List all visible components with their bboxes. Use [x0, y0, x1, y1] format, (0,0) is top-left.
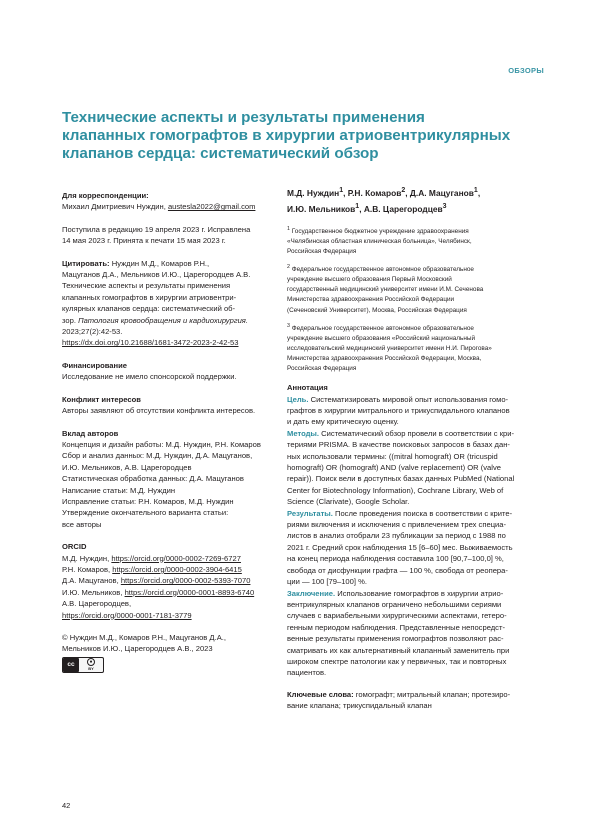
author-affil-ref: 1 [473, 187, 478, 194]
author-name: И.Ю. Мельников [287, 203, 356, 214]
conflict-text: Авторы заявляют об отсутствии конфликта интересов. [62, 406, 256, 416]
abstract-text: свобода от дисфункции графта — 100 %, свобода от реопера- [287, 565, 508, 575]
author-list [287, 184, 557, 216]
title-line: клапанов сердца: систематический обзор [62, 145, 379, 162]
orcid-link[interactable]: https://orcid.org/0000-0002-3904-6415 [112, 564, 242, 574]
affiliation-text: учреждение высшего образования «Российский национальный [287, 334, 476, 342]
correspondence-heading: Для корреспонденции: [62, 191, 149, 200]
received-line: 14 мая 2023 г. Принята к печати 15 мая 2023 г. [62, 236, 226, 246]
affiliation-text: Государственное бюджетное учреждение здравоохранения [289, 227, 469, 235]
contribution-line: Сбор и анализ данных: М.Д. Нуждин, Д.А. Мацуганов, [62, 451, 253, 461]
abstract-text: сматривать их как альтернативный клапанный заменитель при [287, 645, 510, 655]
abstract-text: графтов в хирургии митрального и трикуспидального клапанов [287, 406, 510, 415]
affiliation-2 [287, 262, 557, 316]
affiliation-text: Российская Федерация [287, 365, 357, 373]
results-label: Результаты. [287, 508, 333, 518]
methods-label: Методы. [287, 428, 320, 438]
author-name: , Р.Н. Комаров [343, 187, 402, 198]
citation-line: Мацуганов Д.А., Мельников И.Ю., Царегородцев А.В. [62, 270, 251, 280]
affiliation-text: «Челябинская областная клиническая больница», Челябинск, [287, 237, 472, 245]
affiliation-text: учреждение высшего образования Первый Московский [287, 276, 452, 284]
abstract-text: на конец периода наблюдения составила 100 [90,7–100,0] %, [287, 554, 504, 564]
aim-label: Цель. [287, 394, 309, 404]
affiliation-text: Министерства здравоохранения Российской Федерации [287, 296, 455, 304]
abstract-text: териями PRISMA. В качестве поисковых запросов в базах дан- [287, 440, 510, 450]
abstract-text: широком спектре патологии как у первичных, так и повторных [287, 656, 507, 666]
received-line: Поступила в редакцию 19 апреля 2023 г. Исправлена [62, 224, 251, 234]
orcid-author: Р.Н. Комаров, [62, 564, 113, 574]
abstract-text: Систематизировать мировой опыт использования гомо- [308, 394, 509, 404]
affiliation-text: Министерства здравоохранения Российской Федерации, Москва, [287, 355, 482, 362]
by-person-icon: ● [87, 658, 95, 666]
citation-doi-link[interactable]: https://dx.doi.org/10.21688/1681-3472-2023-2-42-53 [62, 338, 239, 348]
contribution-line: Написание статьи: М.Д. Нуждин [62, 485, 176, 495]
citation-text: Нуждин М.Д., Комаров Р.Н., [109, 258, 210, 268]
affiliation-3 [287, 321, 557, 375]
abstract-text: Science (Clarivate), Google Scholar. [287, 497, 410, 507]
author-affil-ref: 1 [339, 187, 344, 194]
citation-journal: Патология кровообращения и кардиохирургия. [78, 315, 248, 325]
abstract-text: Использование гомографтов в хирургии атрио- [335, 588, 504, 598]
article-title [62, 109, 562, 163]
abstract-text: венные результаты применения гомографтов позволяют рас- [287, 634, 504, 644]
copyright-line: © Нуждин М.Д., Комаров Р.Н., Мацуганов Д.А., [62, 633, 226, 642]
affiliation-text: Федеральное государственное автономное образовательное [289, 324, 474, 332]
funding-text: Исследование не имело спонсорской поддержки. [62, 372, 237, 382]
affiliation-num: 3 [287, 322, 290, 329]
orcid-block [62, 541, 277, 621]
contribution-heading: Вклад авторов [62, 428, 119, 438]
abstract-text: После проведения поиска в соответствии с крите- [332, 508, 513, 518]
abstract-text: листов в анализ отобрали 23 публикации за период с 1988 по [287, 531, 506, 541]
citation-line: клапанных гомографтов в хирургии атриовентри- [62, 292, 237, 302]
abstract-text: homograft) OR (homograft) AND (valve replacement) OR (valve [287, 463, 501, 473]
orcid-link[interactable]: https://orcid.org/0000-0001-7181-3779 [62, 610, 192, 620]
orcid-author: А.В. Царегородцев, [62, 599, 132, 609]
citation-line: кулярных клапанов сердца: систематический об- [62, 304, 236, 314]
conclusion-label: Заключение. [287, 588, 336, 598]
citation-text: зор. [62, 315, 79, 325]
contribution-line: Исправление статьи: Р.Н. Комаров, М.Д. Нуждин [62, 496, 234, 506]
author-affil-ref: 1 [355, 202, 360, 210]
orcid-author: Д.А. Мацуганов, [62, 576, 121, 586]
contribution-line: все авторы [62, 519, 102, 529]
citation-block [62, 258, 277, 349]
contribution-line: Статистическая обработка данных: Д.А. Мацуганов [62, 474, 244, 484]
keywords-text: вание клапана; трикуспидальный клапан [287, 701, 432, 711]
orcid-link[interactable]: https://orcid.org/0000-0001-8893-6740 [124, 587, 255, 597]
contribution-line: И.Ю. Мельников, А.В. Царегородцев [62, 462, 192, 472]
abstract-heading: Аннотация [287, 383, 328, 393]
received-block [62, 224, 277, 247]
affiliation-text: Российская Федерация [287, 247, 357, 255]
abstract-text: случаев с вариабельными хирургическими аспектами, гетеро- [287, 611, 507, 621]
by-label: BY [88, 666, 94, 672]
author-affil-ref: 3 [442, 202, 447, 210]
keywords-label: Ключевые слова: [287, 689, 354, 699]
author-name: , Д.А. Мацуганов [405, 187, 474, 198]
section-label: ОБЗОРЫ [508, 66, 544, 75]
orcid-heading: ORCID [62, 542, 87, 552]
abstract-text: ции — 100 [79–100] %. [287, 577, 367, 587]
abstract-text: Center for Biotechnology Information), Cochrane Library, Web of [287, 485, 504, 495]
orcid-link[interactable]: https://orcid.org/0000-0002-5393-7070 [120, 576, 251, 586]
conflict-block [62, 394, 277, 417]
orcid-link[interactable]: https://orcid.org/0000-0002-7269-6727 [111, 553, 241, 563]
conflict-heading: Конфликт интересов [62, 394, 141, 404]
contribution-line: Утверждение окончательного варианта статьи: [62, 508, 229, 518]
abstract-text: вентрикулярных клапанов ограничено небольшими сериями [287, 599, 502, 609]
affiliation-num: 1 [287, 225, 290, 232]
correspondence-name: Михаил Дмитриевич Нуждин, [62, 202, 168, 212]
correspondence-email-link[interactable]: austesla2022@gmail.com [167, 202, 256, 212]
abstract-text: и дать ему критическую оценку. [287, 417, 399, 427]
citation-line: Технические аспекты и результаты применения [62, 281, 231, 291]
contribution-line: Концепция и дизайн работы: М.Д. Нуждин, Р.Н. Комаров [62, 439, 261, 449]
author-name: , А.В. Царегородцев [359, 203, 443, 214]
funding-heading: Финансирование [62, 360, 127, 370]
affiliation-1 [287, 224, 557, 257]
title-line: клапанных гомографтов в хирургии атриовентрикулярных [62, 127, 511, 144]
orcid-author: И.Ю. Мельников, [62, 587, 125, 597]
contribution-block [62, 428, 277, 531]
copyright-block [62, 632, 277, 673]
affiliation-text: (Сеченовский Университет), Москва, Российская Федерация [287, 306, 467, 314]
abstract-text: repair)). Поиск вели в доступных базах данных PubMed (National [287, 474, 515, 484]
title-line: Технические аспекты и результаты применения [62, 109, 425, 126]
affiliation-text: государственный медицинский университет имени И.М. Сеченова [287, 286, 484, 294]
orcid-author: М.Д. Нуждин, [62, 553, 112, 563]
page-number: 42 [62, 801, 71, 810]
abstract-text: пациентов. [287, 668, 327, 678]
correspondence-block [62, 190, 277, 213]
cc-icon: cc [63, 658, 79, 672]
left-column [62, 190, 277, 684]
affiliation-num: 2 [287, 264, 290, 270]
abstract-text: риями включения и исключения с привлечением трех специа- [287, 520, 507, 530]
copyright-line: Мельников И.Ю., Царегородцев А.В., 2023 [62, 644, 213, 654]
citation-label: Цитировать: [62, 258, 110, 268]
citation-issue: 2023;27(2):42-53. [62, 327, 123, 337]
author-sep: , [477, 187, 481, 198]
cc-by-license-badge[interactable] [62, 657, 104, 673]
funding-block [62, 360, 277, 383]
abstract-text: 2021 г. Средний срок наблюдения 15 [6–60] мес. Выживаемость [287, 542, 513, 552]
right-column [287, 184, 557, 712]
author-affil-ref: 2 [401, 187, 406, 194]
affiliation-text: Федеральное государственное автономное образовательное [289, 266, 474, 274]
keywords-text: гомографт; митральный клапан; протезиро- [353, 689, 511, 699]
author-name: М.Д. Нуждин [287, 187, 340, 198]
abstract-text: ных использовали термины: ((mitral homograft) OR (tricuspid [287, 451, 498, 461]
abstract [287, 382, 557, 711]
affiliation-text: исследовательский медицинский университет имени Н.И. Пирогова» [287, 344, 492, 352]
abstract-text: Систематический обзор провели в соответствии с кри- [319, 428, 515, 438]
abstract-text: генным периодом наблюдения. Представленные непосредст- [287, 622, 505, 632]
